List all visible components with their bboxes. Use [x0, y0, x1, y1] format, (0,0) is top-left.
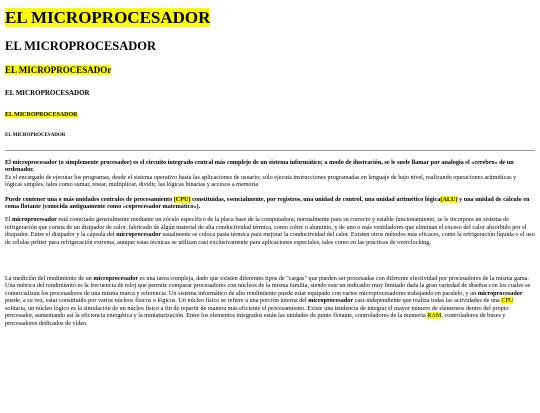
cpu-highlight-2: CPU	[501, 297, 514, 305]
cooling-text-b: usualmente se coloca pasta térmica para mejorar la conductividad del calor. Existen otros métodos más eficaces, como la refrigeración líquida o el uso de células peltier para refrigeración extrema, aunque estas técnicas se utilizan casi exclusivamente para aplicaciones especiales, tales como en las prácticas de overclocking.	[5, 231, 535, 246]
components-text-a: Puede contener una o más unidades centrales de procesamiento	[5, 195, 174, 203]
heading-h6: EL MICROPROCESADOR	[5, 133, 66, 138]
components-text-b: constituidas, esencialmente, por registros, una unidad de control, una unidad aritmético lógica	[190, 195, 441, 203]
cooling-term-2: microprocesador	[116, 231, 161, 239]
heading-h3	[5, 65, 535, 76]
heading-h5	[5, 111, 535, 119]
performance-text-a: La medición del rendimiento de un	[5, 275, 94, 283]
heading-h4: EL MICROPROCESADOR	[5, 89, 90, 97]
alu-highlight: (ALU)	[440, 195, 458, 203]
performance-term-3: microprocesador	[308, 297, 354, 305]
paragraph-performance	[5, 275, 535, 327]
paragraph-intro-definition: El microprocesador (o simplemente procesador) es el circuito integrado central más complejo de un sistema informático; a modo de ilustración, se le suele llamar por analogía el «cerebro» de un ordenador.	[5, 159, 514, 174]
components-text-c: y una unidad de cálculo en coma flotante (conocida antiguamente como «coprocesador matemático»).	[5, 195, 530, 211]
paragraph-cooling	[5, 216, 535, 246]
performance-text-f: , controladores de buses y procesadores dedicados de vídeo.	[5, 312, 506, 327]
heading-h5-text: EL MICROPROCESADOR	[5, 112, 78, 118]
heading-h3-text: EL MICROPROCESADOr	[5, 65, 112, 75]
heading-h1-text: EL MICROPROCESADOR	[5, 8, 211, 27]
heading-h2: EL MICROPROCESADOR	[5, 39, 157, 53]
performance-term-1: microprocesador	[93, 275, 139, 283]
cpu-highlight: (CPU)	[173, 195, 191, 203]
cooling-text-a: está conectado generalmente mediante un zócalo específico de la placa base de la computadora; normalmente para su correcto y estable funcionamiento, se le incorpora un sistema de refrigeración que consta de un disipador de calor, fabricado de algún material de alta conductividad térmica, como cobre o aluminio, y de uno o más ventiladores que eliminan el exceso del calor absorbido por el disipador. Entre el disipador y la cápsula del	[5, 216, 527, 239]
document-page	[0, 8, 540, 413]
cooling-term-1: microprocesador	[12, 216, 57, 224]
ram-highlight: RAM	[427, 312, 442, 320]
horizontal-rule	[5, 150, 535, 151]
performance-text-b: es una tarea compleja, dado que existen diferentes tipos de "cargas" que pueden ser procesadas con diferente efectividad por procesadores de la misma gama. Una métrica del rendimiento es la frecuencia de reloj que permite comparar procesadores con núcleos de la misma familia, siendo este un indicador muy limitado dada la gran variedad de diseños con los cuales se comercializan los procesadores de una misma marca y referencia. Un sistema informático de alto rendimiento puede estar equipado con varios microprocesadores trabajando en paralelo, y un	[5, 275, 531, 297]
cooling-lead: El	[5, 216, 13, 224]
paragraph-components	[5, 196, 535, 211]
performance-text-c: puede, a su vez, estar constituido por varios núcleos físicos o lógicos. Un núcleo físico se refiere a una porción interna del	[5, 297, 309, 305]
performance-term-2: microprocesador	[477, 289, 523, 297]
heading-h1	[5, 8, 535, 28]
performance-text-d: casi-independiente que realiza todas las actividades de una	[353, 297, 502, 305]
performance-text-e: solitaria, un núcleo lógico es la simulación de un núcleo físico a fin de repartir de manera más eficiente el procesamiento. Existe una tendencia de integrar el mayor número de elementos dentro del propio procesador, aumentando así la eficiencia energética y la miniaturización. Entre los elementos integrados están las unidades de punto flotante, controladores de la memoria	[5, 304, 509, 320]
paragraph-intro-function: Es el encargado de ejecutar los programas, desde el sistema operativo hasta las aplicaciones de usuario; sólo ejecuta instrucciones programadas en lenguaje de bajo nivel, realizando operaciones aritméticas y lógicas simples, tales como sumar, restar, multiplicar, dividir, las lógicas binarias y accesos a memoria	[5, 173, 517, 189]
